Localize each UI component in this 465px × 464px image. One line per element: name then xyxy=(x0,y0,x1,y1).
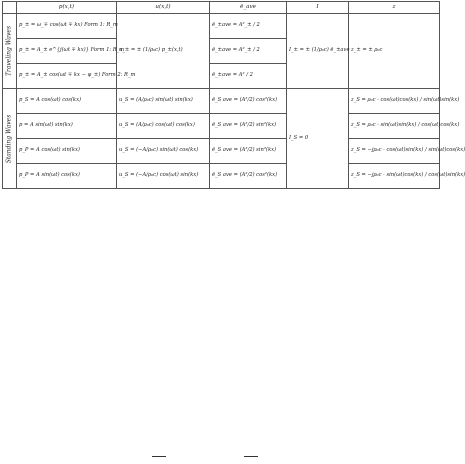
footer-rule-left xyxy=(152,456,166,457)
table-row xyxy=(3,89,440,114)
header-pressure: p(x,t) xyxy=(17,2,117,14)
standing-energy-4: ē_S ave = (A²/2) cos²(kx) xyxy=(210,164,287,189)
standing-energy-1: ē_S ave = (A²/2) cos²(kx) xyxy=(210,89,287,114)
traveling-velocity: u_± = ± (1/ρ₀c) p_±(x,t) xyxy=(117,14,210,89)
traveling-group-label: Traveling Waves xyxy=(5,25,13,77)
table-row xyxy=(3,14,440,39)
standing-pressure-1: p_S = A cos(ωt) cos(kx) xyxy=(17,89,117,114)
standing-pressure-4: p_P = A sin(ωt) cos(kx) xyxy=(17,164,117,189)
standing-impedance-2: z_S = ρ₀c · sin(ωt)sin(kx) / cos(ωt)cos(kx) xyxy=(349,114,440,139)
standing-group-cell xyxy=(3,89,17,189)
standing-energy-3: ē_S ave = (A²/2) sin²(kx) xyxy=(210,139,287,164)
traveling-impedance: z_± = ± ρ₀c xyxy=(349,14,440,89)
table-row xyxy=(3,164,440,189)
header-blank xyxy=(3,2,17,14)
traveling-pressure-2: p_± = A_± e^{j(ωt ∓ kx)} Form 1: R_m xyxy=(17,39,117,64)
standing-impedance-4: z_S = −jρ₀c · sin(ωt)cos(kx) / cos(ωt)sin(kx) xyxy=(349,164,440,189)
traveling-energy-3: ē_±ave = A² / 2 xyxy=(210,64,287,89)
header-row xyxy=(3,2,440,14)
standing-impedance-1: z_S = ρ₀c · cos(ωt)cos(kx) / sin(ωt)sin(kx) xyxy=(349,89,440,114)
traveling-intensity: I_± = ± (1/ρ₀c) ē_±ave xyxy=(287,14,349,89)
standing-velocity-2: u_S = (A/ρ₀c) cos(ωt) cos(kx) xyxy=(117,114,210,139)
wave-equations-table xyxy=(2,1,465,189)
traveling-energy-2: ē_±ave = A²_± / 2 xyxy=(210,39,287,64)
standing-intensity: I_S = 0 xyxy=(287,89,349,189)
header-energy: ē_ave xyxy=(210,2,287,14)
table-row xyxy=(3,139,440,164)
standing-pressure-2: p = A sin(ωt) sin(kx) xyxy=(17,114,117,139)
standing-energy-2: ē_S ave = (A²/2) sin²(kx) xyxy=(210,114,287,139)
standing-velocity-3: u_S = (−A/ρ₀c) sin(ωt) cos(kx) xyxy=(117,139,210,164)
header-velocity: u(x,t) xyxy=(117,2,210,14)
traveling-pressure-3: p_± = A_± cos(ωt ∓ kx − φ_±) Form 2: R_m xyxy=(17,64,117,89)
traveling-energy-1: ē_±ave = A²_± / 2 xyxy=(210,14,287,39)
traveling-group-cell xyxy=(3,14,17,89)
traveling-pressure-1: p_± = ω_∓ cos(ωt ∓ kx) Form 1: R_m xyxy=(17,14,117,39)
header-impedance: z xyxy=(349,2,440,14)
footer-rule-right xyxy=(244,456,258,457)
standing-impedance-3: z_S = −jρ₀c · cos(ωt)sin(kx) / sin(ωt)cos(kx) xyxy=(349,139,440,164)
standing-group-label: Standing Waves xyxy=(5,114,13,163)
table-row xyxy=(3,114,440,139)
header-intensity: I xyxy=(287,2,349,14)
standing-velocity-4: u_S = (−A/ρ₀c) cos(ωt) sin(kx) xyxy=(117,164,210,189)
standing-pressure-3: p_P = A cos(ωt) sin(kx) xyxy=(17,139,117,164)
standing-velocity-1: u_S = (A/ρ₀c) sin(ωt) sin(kx) xyxy=(117,89,210,114)
